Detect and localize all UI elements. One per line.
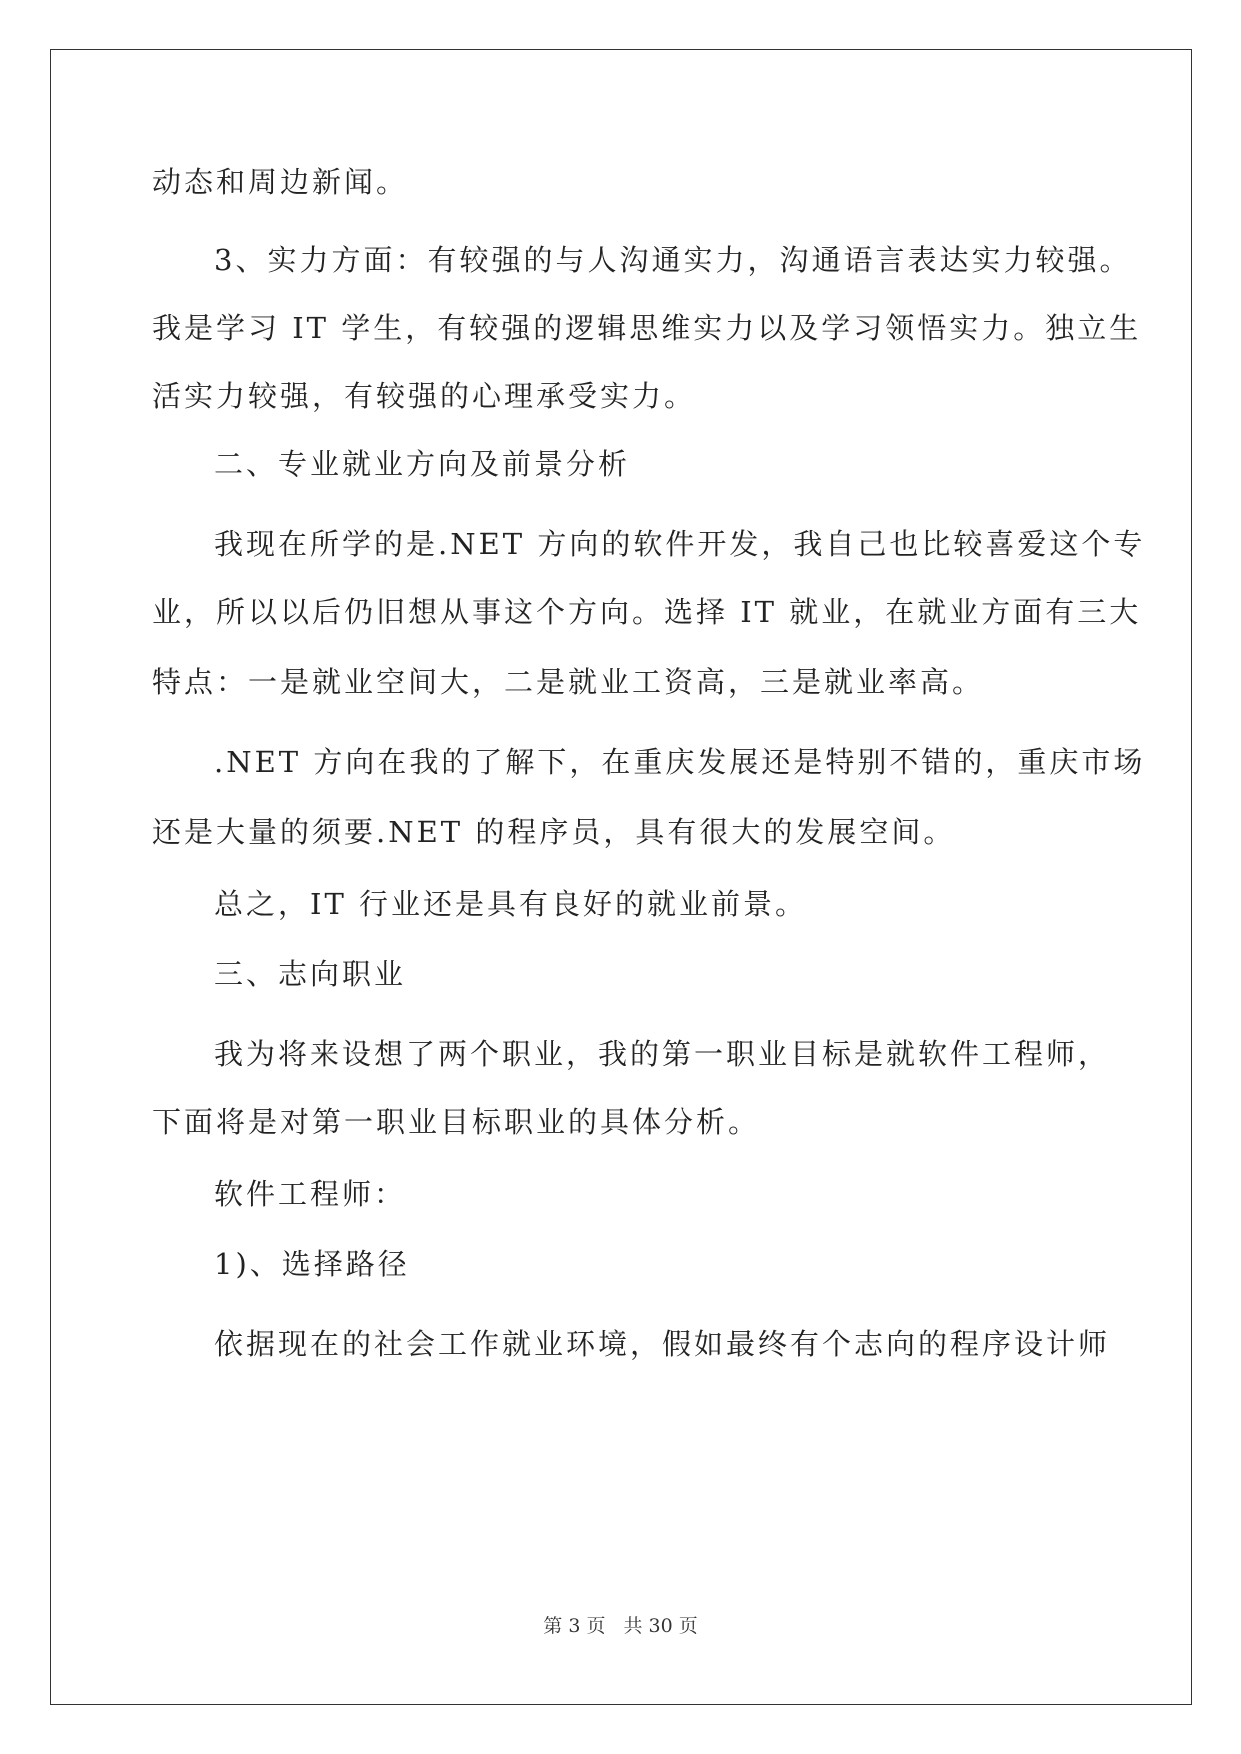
text-line: 业，所以以后仍旧想从事这个方向。选择 IT 就业，在就业方面有三大	[152, 595, 1142, 629]
page-border	[50, 49, 1192, 1705]
text-line: 下面将是对第一职业目标职业的具体分析。	[152, 1105, 761, 1139]
text-line: 还是大量的须要.NET 的程序员，具有很大的发展空间。	[152, 815, 956, 849]
text-line: 我是学习 IT 学生，有较强的逻辑思维实力以及学习领悟实力。独立生	[152, 311, 1142, 345]
text-line: 依据现在的社会工作就业环境，假如最终有个志向的程序设计师	[214, 1327, 1111, 1361]
text-line: 活实力较强，有较强的心理承受实力。	[152, 379, 697, 413]
text-line: 动态和周边新闻。	[152, 165, 409, 199]
text-line: 我现在所学的是.NET 方向的软件开发，我自己也比较喜爱这个专	[214, 527, 1146, 561]
text-line: 我为将来设想了两个职业，我的第一职业目标是就软件工程师，	[214, 1037, 1111, 1071]
text-line: .NET 方向在我的了解下，在重庆发展还是特别不错的，重庆市场	[214, 745, 1146, 779]
text-line: 3、实力方面：有较强的与人沟通实力，沟通语言表达实力较强。	[214, 243, 1132, 277]
text-line: 特点：一是就业空间大，二是就业工资高，三是就业率高。	[152, 665, 985, 699]
text-line: 1)、选择路径	[214, 1247, 410, 1281]
page-footer	[0, 1614, 1241, 1638]
section-heading: 二、专业就业方向及前景分析	[214, 447, 631, 481]
section-heading: 三、志向职业	[214, 957, 407, 991]
page-number: 第 3 页	[543, 1615, 606, 1637]
page-total: 共 30 页	[623, 1615, 698, 1637]
text-line: 总之，IT 行业还是具有良好的就业前景。	[214, 887, 808, 921]
text-line: 软件工程师：	[214, 1177, 407, 1211]
